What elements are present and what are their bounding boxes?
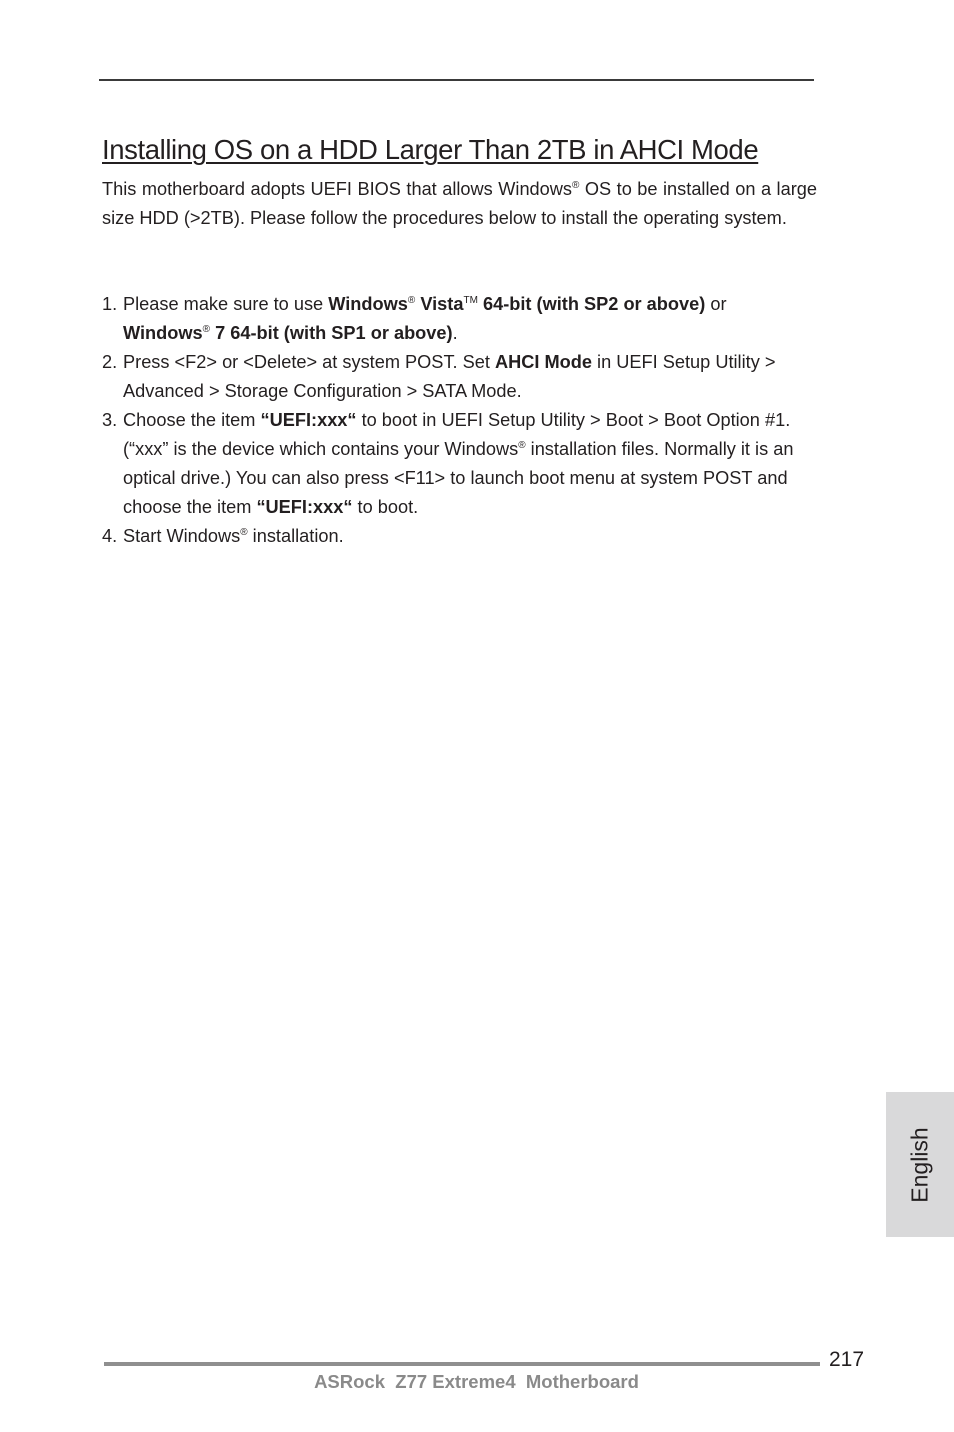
language-tab [886, 1092, 954, 1237]
step-text: Start Windows [123, 526, 241, 546]
step-text: . [452, 323, 458, 343]
step-text: or [705, 294, 727, 314]
step-bold-text: Windows [328, 294, 408, 314]
trademark-mark: TM [463, 295, 478, 306]
step-text: installation. [247, 526, 344, 546]
bottom-divider [104, 1362, 820, 1366]
step-number: 3. [102, 410, 118, 430]
step-bold-text: AHCI Mode [495, 352, 592, 372]
page-title: Installing OS on a HDD Larger Than 2TB in AHCI Mode [102, 134, 759, 165]
registered-mark: ® [407, 295, 416, 306]
step-bold-text: “UEFI:xxx“ [260, 410, 357, 430]
step-bold-text: 7 64-bit (with SP1 or above) [210, 323, 453, 343]
top-divider [99, 79, 814, 81]
step-1 [102, 290, 832, 348]
step-bold-text: 64-bit (with SP2 or above) [477, 294, 706, 314]
language-tab-label: English [906, 1126, 933, 1203]
registered-mark: ® [518, 440, 526, 451]
step-number: 2. [102, 352, 118, 372]
step-4 [102, 522, 832, 551]
step-text: in UEFI Setup Utility > Advanced > Storage Configuration > SATA Mode. [123, 352, 776, 401]
step-number: 1. [102, 294, 118, 314]
step-text: Please make sure to use [123, 294, 329, 314]
step-text: installation files. Normally it is an optical drive.) You can also press <F11> to launch boot menu at system POST and choose the item [123, 439, 794, 517]
intro-text-1: This motherboard adopts UEFI BIOS that allows Windows [102, 179, 573, 199]
step-bold-text: “UEFI:xxx“ [256, 497, 353, 517]
step-bold-text: Windows [123, 323, 203, 343]
step-text: to boot in UEFI Setup Utility > Boot > Boot Option #1. (“xxx” is the device which contains your Windows [123, 410, 791, 459]
footer-product-name: ASRock Z77 Extreme4 Motherboard [314, 1371, 639, 1392]
registered-mark: ® [240, 527, 248, 538]
step-text: to boot. [352, 497, 419, 517]
page-number: 217 [829, 1348, 865, 1371]
step-text: Choose the item [123, 410, 261, 430]
intro-text-2: OS to be installed on a large size HDD (>2TB). Please follow the procedures below to install the operating system. [102, 179, 817, 228]
step-bold-text: Vista [415, 294, 464, 314]
step-2 [102, 348, 832, 406]
intro-paragraph [102, 175, 817, 233]
step-number: 4. [102, 526, 118, 546]
registered-mark: ® [202, 324, 211, 335]
step-text: Press <F2> or <Delete> at system POST. Set [123, 352, 495, 372]
procedure-steps [102, 290, 832, 551]
step-3 [102, 406, 832, 522]
registered-mark: ® [572, 180, 580, 191]
